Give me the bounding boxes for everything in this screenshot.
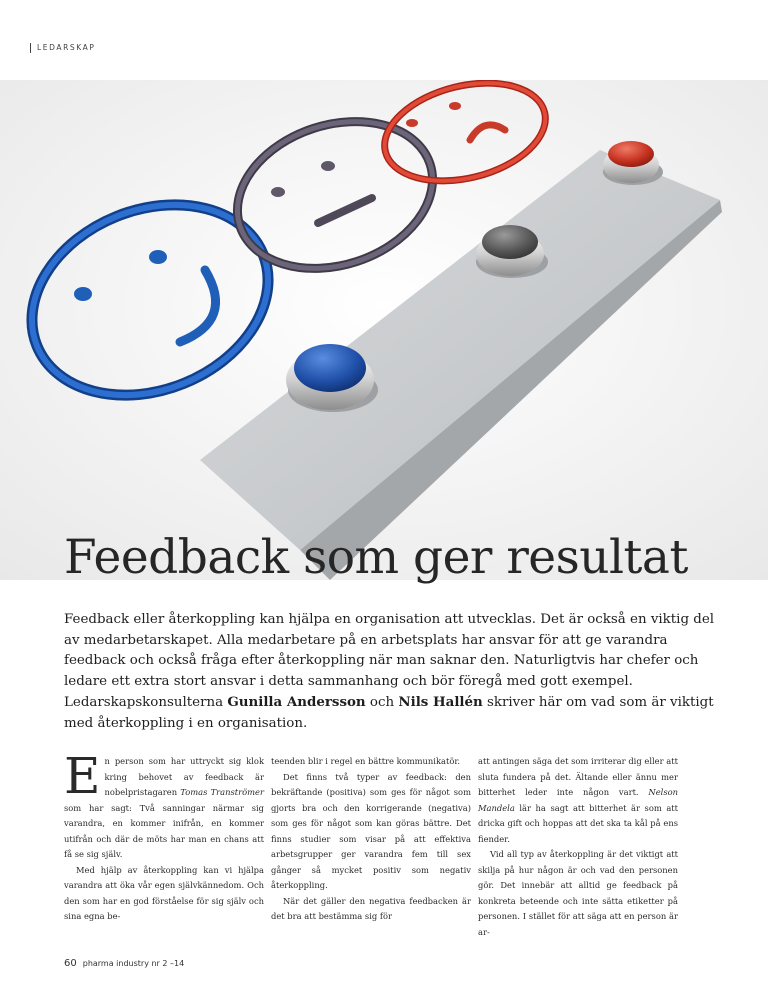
paragraph: En person som har uttryckt sig klok kring behovet av feedback är nobelpristagaren Tomas Tranströmer som har sagt: Två sanningar närmar sig varandra, en kommer inifrån, en kommer utifrån och där de möts har man en chans att få se sig själv. xyxy=(64,747,264,859)
body-column-1 xyxy=(64,747,264,925)
paragraph: att antingen säga det som irriterar dig eller att sluta fundera på det. Ältande eller ännu mer bitterhet leder inte någon vart. Nelson Mandela lär ha sagt att bitterhet är som att dricka gift och hoppas att det ska ta kål på ens fiender. xyxy=(478,756,678,844)
article-title: Feedback som ger resultat xyxy=(64,530,688,585)
paragraph: teenden blir i regel en bättre kommunikatör. xyxy=(271,756,461,766)
section-label: LEDARSKAP xyxy=(30,43,96,53)
drop-cap: E xyxy=(64,747,101,805)
paragraph: Med hjälp av återkoppling kan vi hjälpa varandra att öka vår egen självkännedom. Och den som har en god förståelse för sig själv och sina egna be- xyxy=(64,864,264,921)
body-column-2 xyxy=(271,754,471,925)
person-name: Tomas Tranströmer xyxy=(180,787,264,797)
lead-text-1: Feedback eller återkoppling kan hjälpa en organisation att utvecklas. Det är också en viktig del av medarbetarskapet. Alla medarbetare på en arbetsplats har ansvar för att ge varandra feedback och också fråga efter återkoppling när man saknar den. Naturligtvis har chefer och ledare ett extra stort ansvar i detta sammanhang och bör föregå med gott exempel. Ledarskapskonsulterna xyxy=(64,612,715,710)
page-footer xyxy=(64,958,184,969)
hero-illustration xyxy=(0,80,768,580)
page-number: 60 xyxy=(64,958,77,969)
lead-text-3: skriver här om vad som är viktigt med återkoppling i en organisation. xyxy=(64,695,714,731)
author-1: Gunilla Andersson xyxy=(227,694,366,710)
body-column-3 xyxy=(478,754,678,940)
lead-text-2: och xyxy=(365,695,399,710)
person-name: Nelson Mandela xyxy=(478,787,678,813)
paragraph: Det finns två typer av feedback: den bekräftande (positiva) som ges för något som gjorts bra och den korrigerande (negativa) som ges för något som kan göras bättre. Det finns studier som visar på att effektiva arbetsgrupper ger varandra fem till sex gånger så mycket positiv som negativ återkoppling. xyxy=(271,771,471,890)
paragraph: Vid all typ av återkoppling är det viktigt att skilja på hur någon är och vad den personen gör. Det innebär att alltid ge feedback på konkreta beteende och inte sätta etiketter på personen. I stället för att säga att en person är ar- xyxy=(478,849,678,937)
article-lead xyxy=(64,610,724,734)
paragraph: När det gäller den negativa feedbacken är det bra att bestämma sig för xyxy=(271,895,471,921)
author-2: Nils Hallén xyxy=(398,694,483,710)
publication-name: pharma industry nr 2 –14 xyxy=(82,959,185,968)
